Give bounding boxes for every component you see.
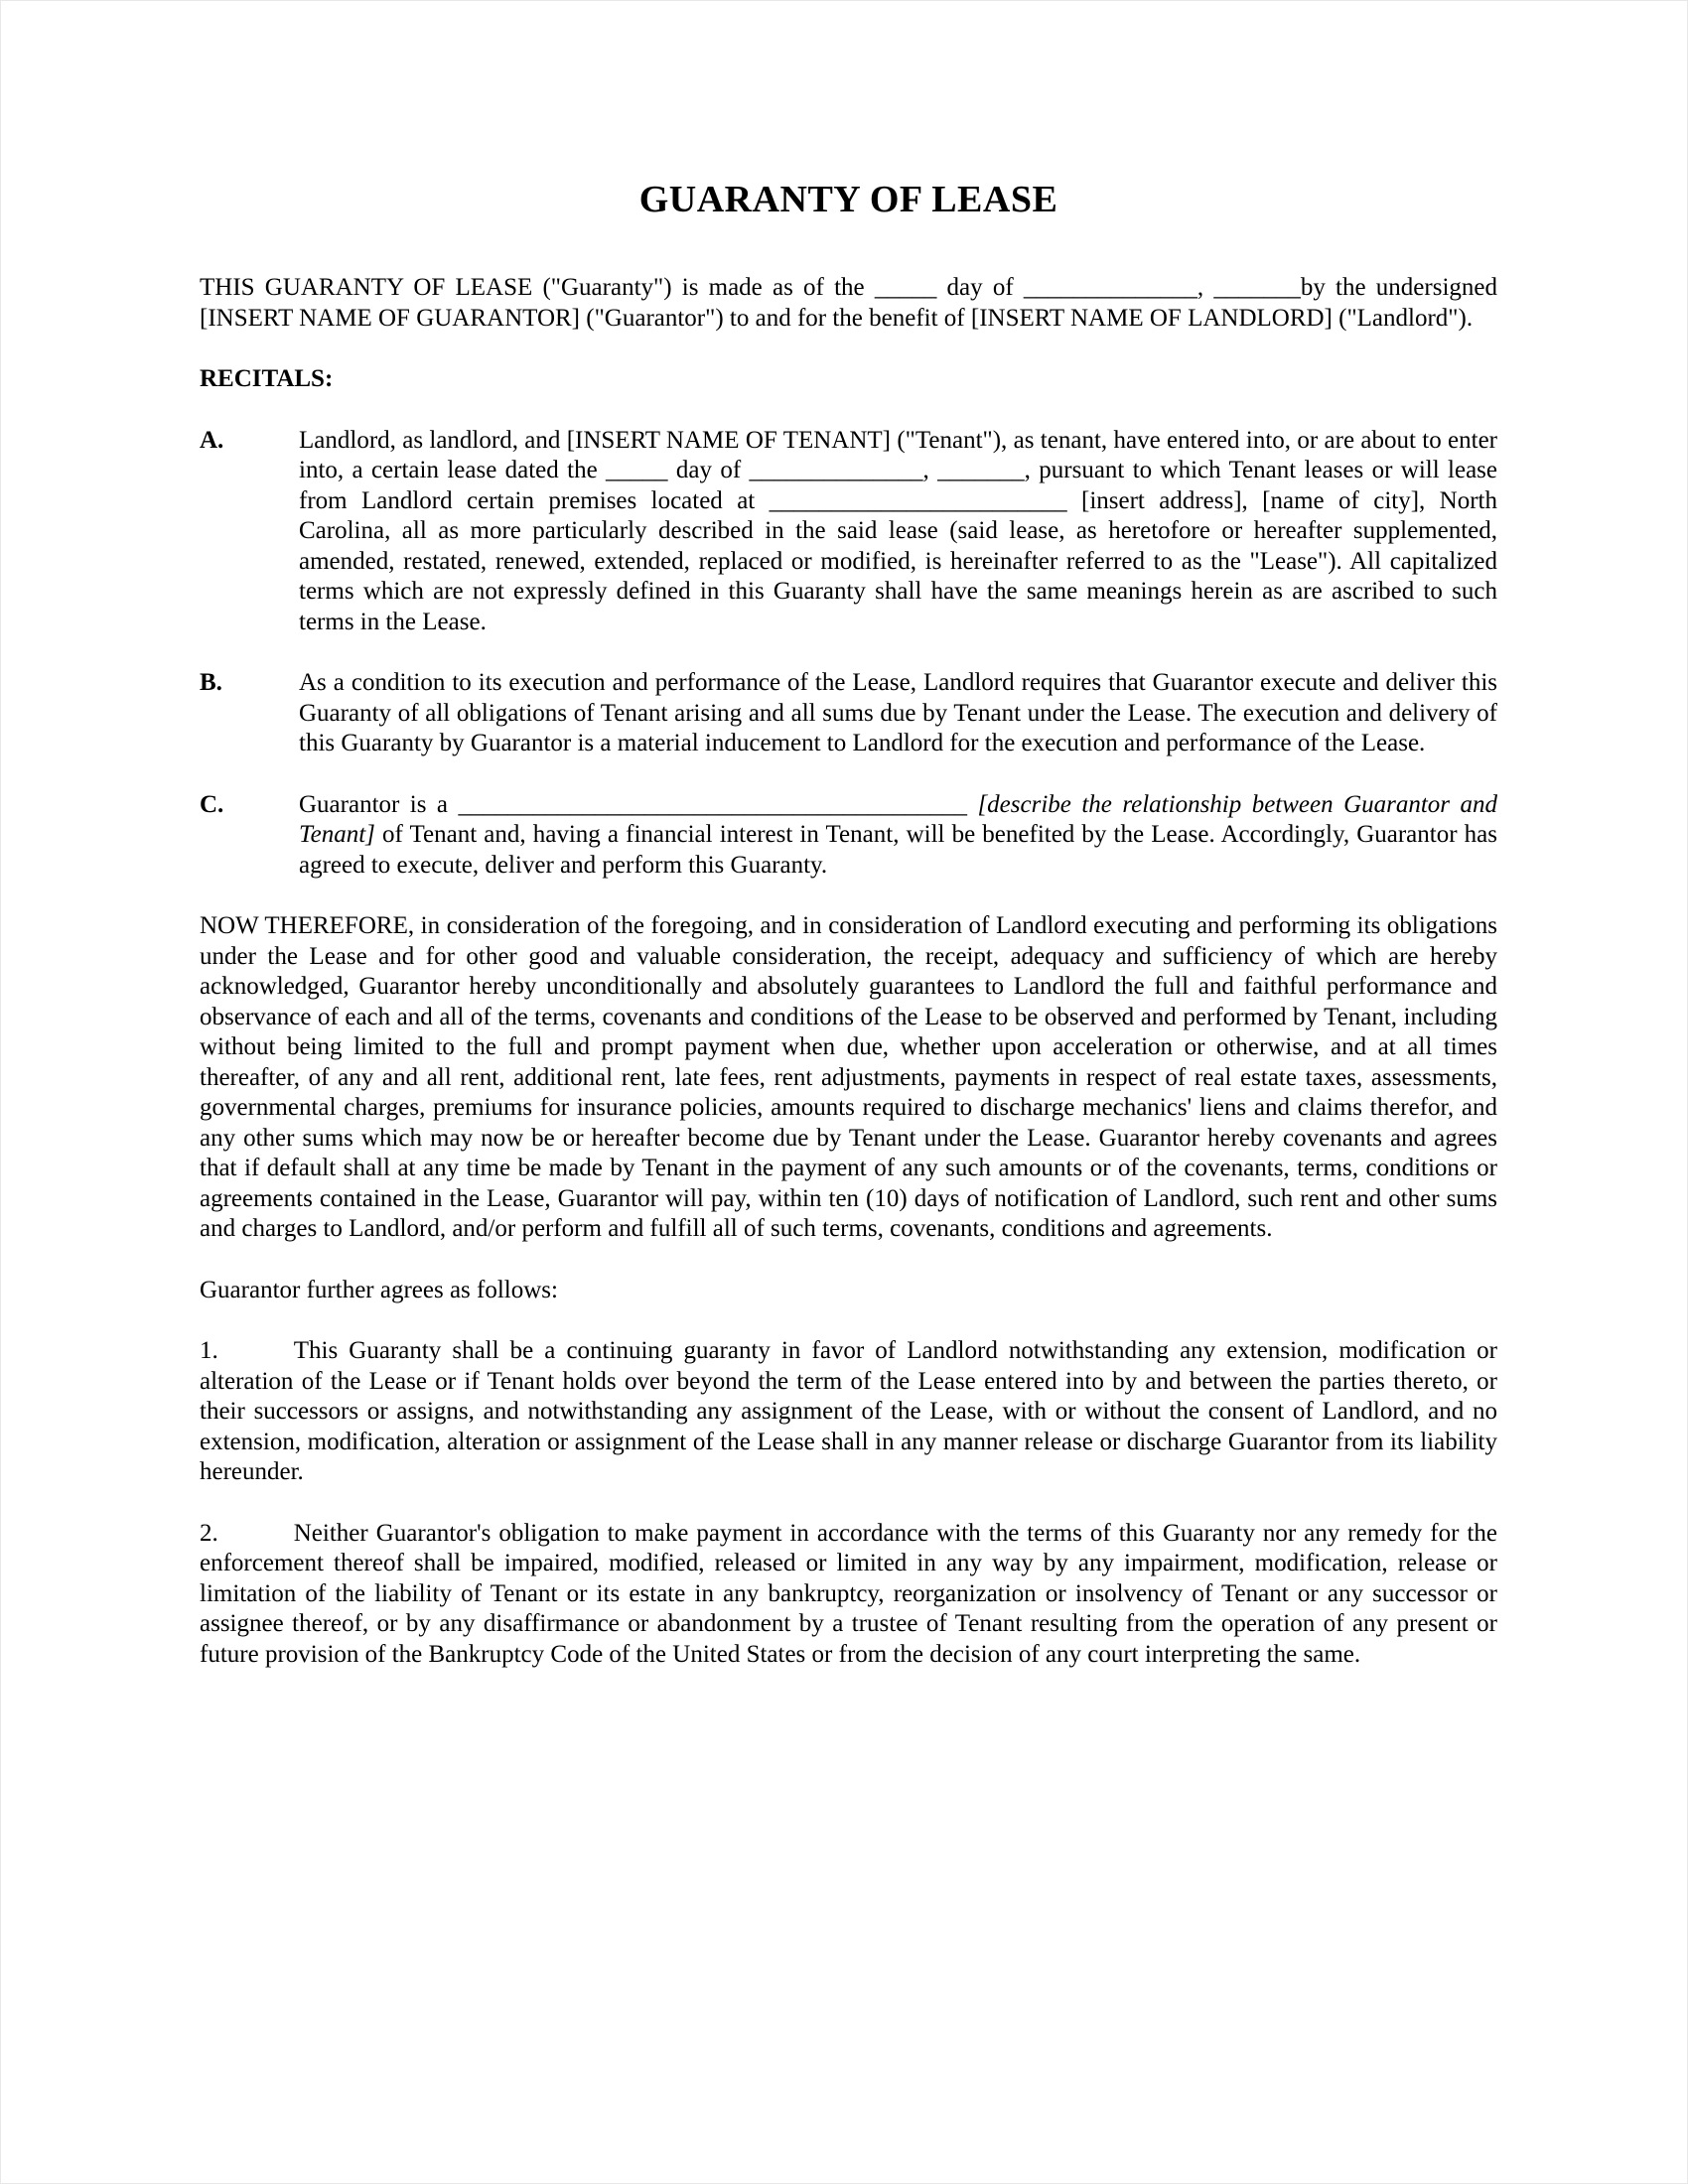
clause-1-text: This Guaranty shall be a continuing guaranty in favor of Landlord notwithstanding any extension, modification or alteration of the Lease or if Tenant holds over beyond the term of the Lease entered into by and between the parties thereto, or their successors or assigns, and notwithstanding any assignment of the Lease, with or without the consent of Landlord, and no extension, modification, alteration or assignment of the Lease shall in any manner release or discharge Guarantor from its liability hereunder. [200, 1337, 1497, 1485]
recital-a-text: Landlord, as landlord, and [INSERT NAME OF TENANT] ("Tenant"), as tenant, have entered into, or are about to enter into, a certain lease dated the _____ day of ______________, _______, pursuant to which Tenant leases or will lease from Landlord certain premises located at ________________________ [insert address], [name of city], North Carolina, all as more particularly described in the said lease (said lease, as heretofore or hereafter supplemented, amended, restated, renewed, extended, replaced or modified, is hereinafter referred to as the "Lease"). All capitalized terms which are not expressly defined in this Guaranty shall have the same meanings herein as are ascribed to such terms in the Lease. [299, 426, 1497, 635]
recital-b [200, 668, 1497, 759]
clause-1-number: 1. [200, 1337, 218, 1364]
clause-1 [200, 1336, 1497, 1488]
recital-c-italic-note: [describe the relationship between Guarantor and Tenant] [299, 790, 1497, 848]
recital-c-text [299, 790, 1497, 882]
recital-b-text: As a condition to its execution and performance of the Lease, Landlord requires that Guarantor execute and deliver this Guaranty of all obligations of Tenant arising and all sums due by Tenant under the Lease. The execution and delivery of this Guaranty by Guarantor is a material inducement to Landlord for the execution and performance of the Lease. [299, 669, 1497, 756]
recital-a [200, 426, 1497, 638]
page-title: GUARANTY OF LEASE [638, 179, 1058, 220]
recital-c-label: C. [200, 790, 224, 818]
recital-c-text-end: of Tenant and, having a financial interest in Tenant, will be benefited by the Lease. Accordingly, Guarantor has agreed to execute, deliver and perform this Guaranty. [299, 821, 1497, 879]
recital-b-label: B. [200, 669, 222, 696]
recital-c [200, 790, 1497, 882]
recitals-heading: RECITALS: [200, 365, 334, 392]
document-page [200, 178, 1497, 1670]
intro-paragraph: THIS GUARANTY OF LEASE ("Guaranty") is made as of the _____ day of ______________, _______by the undersigned [INSERT NAME OF GUARANTOR] ("Guarantor") to and for the benefit of [INSERT NAME OF LANDLORD] ("Landlord"). [200, 274, 1497, 332]
further-agrees-line: Guarantor further agrees as follows: [200, 1276, 558, 1303]
recital-a-label: A. [200, 426, 224, 454]
clause-2-text: Neither Guarantor's obligation to make payment in accordance with the terms of this Guaranty nor any remedy for the enforcement thereof shall be impaired, modified, released or limited in any way by any impairment, modification, release or limitation of the liability of Tenant or its estate in any bankruptcy, reorganization or insolvency of Tenant or any successor or assignee thereof, or by any disaffirmance or abandonment by a trustee of Tenant resulting from the operation of any present or future provision of the Bankruptcy Code of the United States or from the decision of any court interpreting the same. [200, 1519, 1497, 1668]
now-therefore-paragraph: NOW THEREFORE, in consideration of the foregoing, and in consideration of Landlord executing and performing its obligations under the Lease and for other good and valuable consideration, the receipt, adequacy and sufficiency of which are hereby acknowledged, Guarantor hereby unconditionally and absolutely guarantees to Landlord the full and faithful performance and observance of each and all of the terms, covenants and conditions of the Lease to be observed and performed by Tenant, including without being limited to the full and prompt payment when due, whether upon acceleration or otherwise, and at all times thereafter, of any and all rent, additional rent, late fees, rent adjustments, payments in respect of real estate taxes, assessments, governmental charges, premiums for insurance policies, amounts required to discharge mechanics' liens and claims therefor, and any other sums which may now be or hereafter become due by Tenant under the Lease. Guarantor hereby covenants and agrees that if default shall at any time be made by Tenant in the payment of any such amounts or of the covenants, terms, conditions or agreements contained in the Lease, Guarantor will pay, within ten (10) days of notification of Landlord, such rent and other sums and charges to Landlord, and/or perform and fulfill all of such terms, covenants, conditions and agreements. [200, 912, 1497, 1242]
clause-2 [200, 1519, 1497, 1671]
clause-2-number: 2. [200, 1519, 218, 1547]
recital-c-text-start: Guarantor is a _________________________________________ [299, 790, 978, 818]
